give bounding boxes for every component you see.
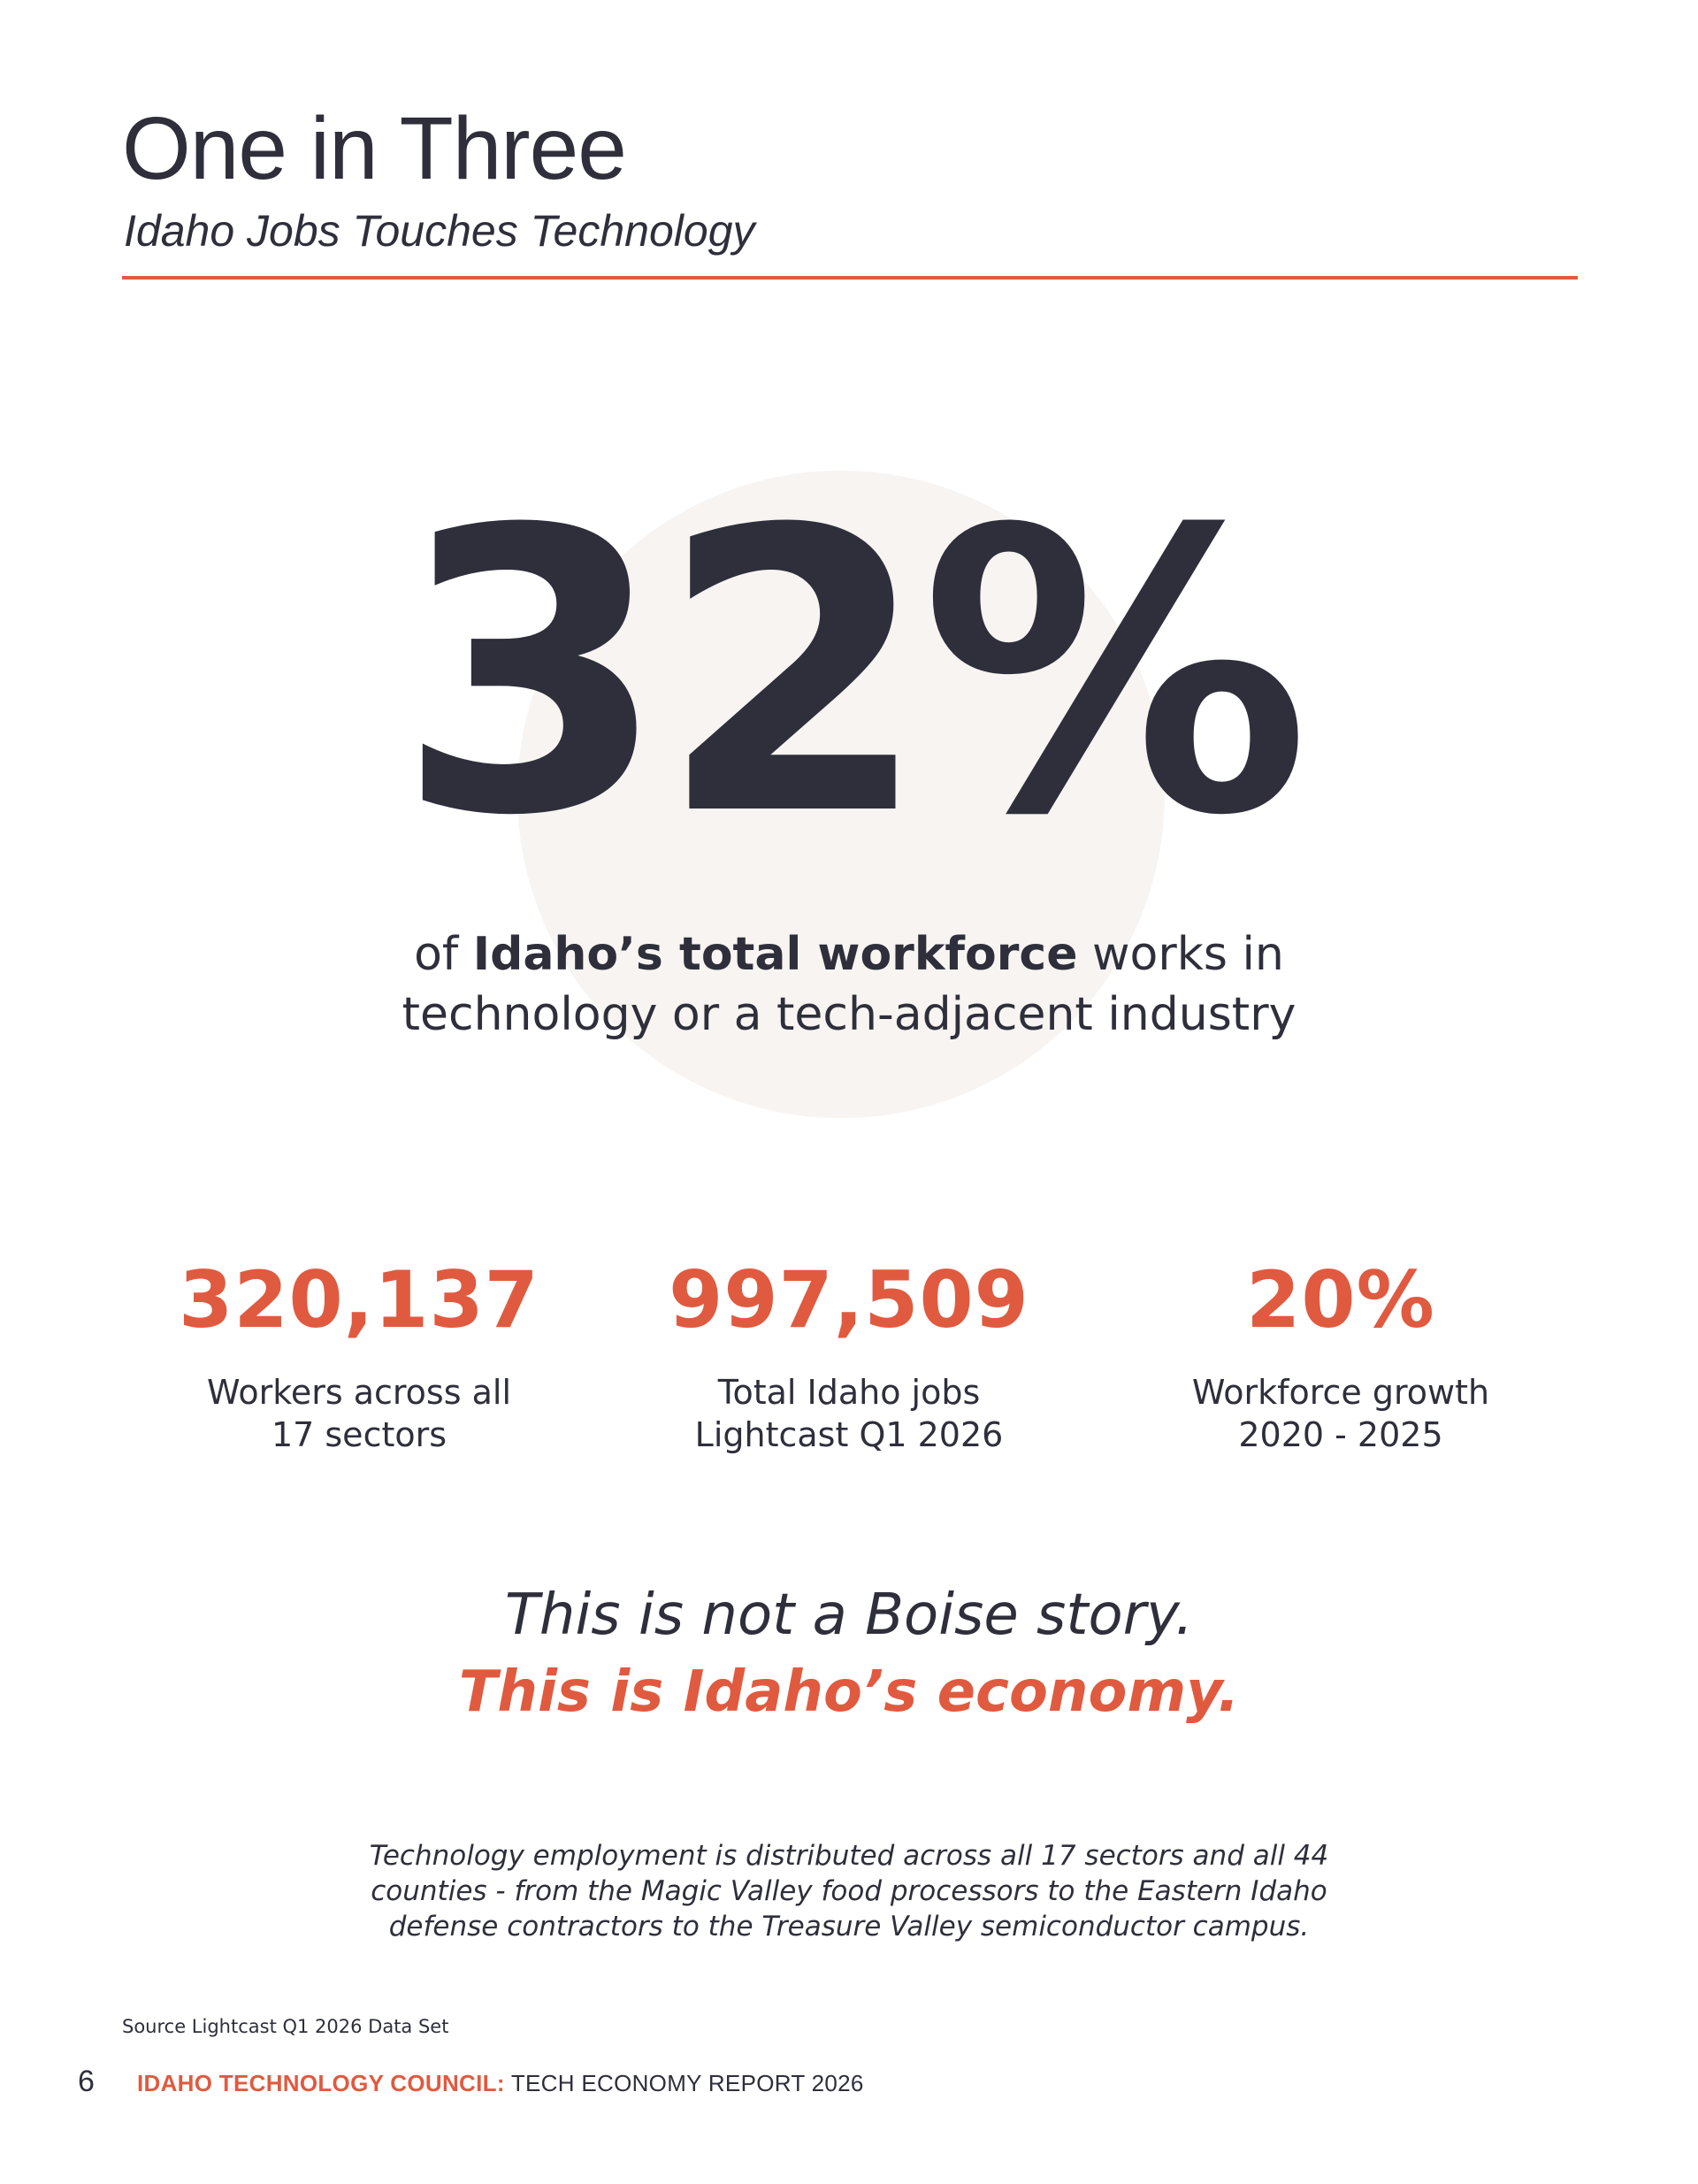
footer-report: TECH ECONOMY REPORT 2026 xyxy=(504,2070,864,2096)
footer-title xyxy=(137,2070,864,2097)
metric-label: Workforce growth 2020 - 2025 xyxy=(1191,1373,1490,1454)
hero-caption-bold: Idaho’s total workforce xyxy=(472,928,1078,981)
metric-value: 997,509 xyxy=(669,1254,1029,1345)
page-number: 6 xyxy=(78,2065,95,2098)
metric-value: 20% xyxy=(1246,1254,1435,1345)
distribution-note: Technology employment is distributed across all 17 sectors and all 44 counties - from the Magic Valley food processors to the Eastern Idaho defense contractors to the Treasure Valley semiconductor campus. xyxy=(369,1840,1329,1943)
hero-caption xyxy=(0,924,1698,1045)
metric-label: Total Idaho jobs Lightcast Q1 2026 xyxy=(694,1373,1004,1454)
source-note: Source Lightcast Q1 2026 Data Set xyxy=(122,2016,449,2037)
metric-workers xyxy=(111,1256,607,1456)
quote-line-1: This is not a Boise story. xyxy=(504,1582,1194,1648)
hero-caption-pre: of xyxy=(414,928,473,981)
page-subtitle: Idaho Jobs Touches Technology xyxy=(124,206,755,256)
hero-caption-post: works in xyxy=(1077,928,1284,981)
metric-label: Workers across all 17 sectors xyxy=(206,1373,512,1454)
footer-org: IDAHO TECHNOLOGY COUNCIL: xyxy=(137,2070,505,2096)
hero-caption-line1 xyxy=(0,924,1698,985)
metric-value: 320,137 xyxy=(179,1254,539,1345)
hero-caption-line2: technology or a tech-adjacent industry xyxy=(402,988,1296,1041)
title-divider xyxy=(122,276,1578,280)
metric-total-jobs xyxy=(601,1256,1097,1456)
hero-stat: 32% xyxy=(396,448,1302,900)
metric-growth xyxy=(1093,1256,1588,1456)
quote-line-2: This is Idaho’s economy. xyxy=(458,1659,1240,1725)
page-title: One in Three xyxy=(122,99,626,198)
